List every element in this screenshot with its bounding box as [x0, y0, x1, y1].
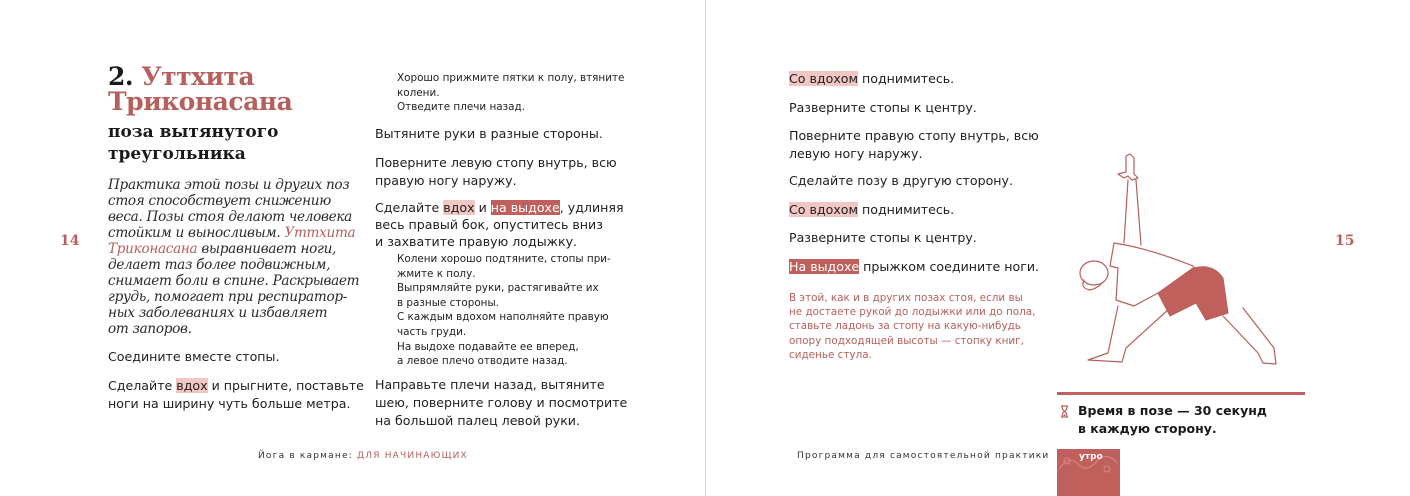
intro-line: грудь, помогает при респиратор- [108, 289, 348, 305]
step-turn-left-foot [375, 154, 617, 190]
intro-line: стоя способствует снижению [108, 193, 331, 209]
step-text: весь правый бок, опуститесь вниз [375, 217, 603, 232]
intro-line: от запоров. [108, 321, 192, 337]
step-text: прыжком соедините ноги. [859, 259, 1040, 274]
step-turn-right-foot [789, 127, 1039, 163]
footer-book-subtitle: ДЛЯ НАЧИНАЮЩИХ [357, 451, 468, 461]
step-text: поднимитесь. [858, 202, 955, 217]
step-feet-center-2: Разверните стопы к центру. [789, 230, 977, 245]
divider-rule [1057, 392, 1305, 395]
title-line: Триконасана [108, 87, 293, 116]
substep-line: а левое плечо отводите назад. [397, 355, 568, 368]
intro-line: веса. Позы стоя делают человека [108, 209, 352, 225]
step-join-feet: Соедините вместе стопы. [108, 349, 280, 364]
step-text: правую ногу наружу. [375, 173, 517, 188]
page-number-left: 14 [60, 233, 80, 249]
footer-book-title: Йога в кармане: [258, 451, 357, 461]
section-tab-label: утро [1079, 452, 1103, 462]
step-jump-together [789, 258, 1039, 276]
step-text: шею, поверните голову и посмотрите [375, 395, 628, 410]
footer-left [258, 451, 468, 461]
note-line: ставьте ладонь за стопу на какую-нибудь [789, 320, 1021, 333]
intro-line: выравнивает ноги, [197, 241, 337, 257]
pose-number: 2. [108, 62, 134, 91]
pose-title [108, 64, 292, 114]
step-text: Сделайте [375, 200, 444, 215]
substep-line: Выпрямляйте руки, растягивайте их [397, 282, 599, 295]
substep-line: колени. [397, 86, 440, 99]
inhale-highlight: Со вдохом [789, 202, 858, 217]
step-jump [108, 377, 364, 413]
note-line: сиденье стула. [789, 348, 872, 361]
substep-line: жмите к полу. [397, 267, 476, 280]
substep-line: Отведите плечи назад. [397, 101, 525, 114]
step-text: левую ногу наружу. [789, 146, 923, 161]
step-arms-out: Вытяните руки в разные стороны. [375, 126, 603, 141]
step-text: Поверните правую стопу внутрь, всю [789, 128, 1039, 143]
pose-subtitle [108, 121, 278, 165]
step-rise [789, 70, 954, 88]
step-text: Направьте плечи назад, вытяните [375, 377, 605, 392]
inhale-highlight: вдох [176, 378, 208, 393]
subtitle-line: треугольника [108, 144, 246, 164]
step-text: поднимитесь. [858, 71, 955, 86]
step-feet-center: Разверните стопы к центру. [789, 100, 977, 115]
intro-line: снимает боли в спине. Раскрывает [108, 273, 360, 289]
substep-heels [397, 71, 624, 115]
intro-line: стойким и выносливым. [108, 225, 285, 241]
note-line: опору подходящей высоты — стопку книг, [789, 334, 1024, 347]
step-look-up [375, 376, 627, 430]
page-number-right: 15 [1335, 233, 1355, 249]
intro-line: ных заболеваниях и избавляет [108, 305, 328, 321]
intro-line: Практика этой позы и других поз [108, 177, 350, 193]
triangle-pose-illustration [1078, 148, 1288, 373]
substep-line: На выдохе подавайте ее вперед, [397, 340, 579, 353]
shorts [1158, 267, 1228, 320]
title-line: Уттхита [141, 62, 255, 91]
footer-right: Программа для самостоятельной практики [797, 451, 1050, 461]
inhale-highlight: Со вдохом [789, 71, 858, 86]
pose-name-accent: Уттхита [284, 225, 356, 241]
substep-line: Колени хорошо подтяните, стопы при- [397, 253, 611, 265]
exhale-highlight: На выдохе [789, 259, 860, 274]
substep-details [397, 252, 611, 369]
pose-name-accent: Триконасана [108, 241, 198, 257]
inhale-highlight: вдох [443, 200, 475, 215]
intro-paragraph [108, 177, 359, 337]
hourglass-icon [1060, 403, 1069, 416]
step-bend [375, 199, 624, 250]
time-line: в каждую сторону. [1078, 421, 1217, 436]
section-tab-morning [1057, 449, 1120, 496]
exhale-highlight: на выдохе [490, 200, 560, 215]
hold-time [1078, 402, 1267, 438]
intro-line: делает таз более подвижным, [108, 257, 331, 273]
substep-line: Хорошо прижмите пятки к полу, втяните [397, 72, 625, 84]
step-text: , удлиняя [559, 200, 624, 215]
step-text: и [474, 200, 491, 215]
substep-line: в разные стороны. [397, 296, 499, 309]
step-text: и захватите правую лодыжку. [375, 234, 578, 249]
substep-line: С каждым вдохом наполняйте правую [397, 311, 609, 324]
time-line: Время в позе — 30 секунд [1078, 403, 1267, 418]
substep-line: часть груди. [397, 325, 467, 338]
step-text: на большой палец левой руки. [375, 413, 580, 428]
step-text: ноги на ширину чуть больше метра. [108, 396, 351, 411]
subtitle-line: поза вытянутого [108, 122, 279, 142]
note-line: не достаете рукой до лодыжки или до пола, [789, 306, 1036, 319]
note-line: В этой, как и в других позах стоя, если вы [789, 292, 1023, 304]
step-other-side: Сделайте позу в другую сторону. [789, 173, 1013, 188]
step-text: и прыгните, поставьте [207, 378, 364, 393]
step-text: Сделайте [108, 378, 177, 393]
step-rise-2 [789, 201, 954, 219]
step-text: Поверните левую стопу внутрь, всю [375, 155, 617, 170]
book-spine [705, 0, 706, 496]
tip-note [789, 291, 1035, 362]
